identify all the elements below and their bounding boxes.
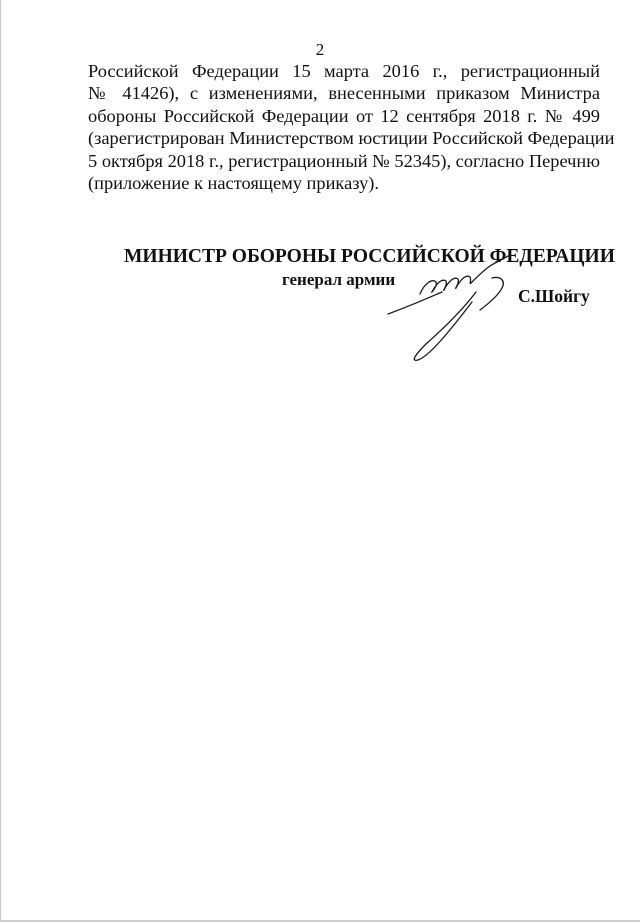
page-number: 2 [315, 40, 325, 59]
body-line: 5 октября 2018 г., регистрационный № 52345), согласно Перечню [88, 150, 600, 171]
body-paragraph [88, 60, 615, 194]
signature-title: МИНИСТР ОБОРОНЫ РОССИЙСКОЙ ФЕДЕРАЦИИ [124, 246, 615, 267]
handwritten-signature [380, 248, 530, 368]
signature-name: С.Шойгу [518, 286, 590, 306]
body-line: № 41426), с изменениями, внесенными приказом Министра [88, 83, 600, 104]
body-line: (приложение к настоящему приказу). [88, 173, 380, 194]
signature-rank: генерал армии [282, 270, 396, 289]
body-line: (зарегистрирован Министерством юстиции Российской Федерации [88, 128, 615, 149]
body-line: Российской Федерации 15 марта 2016 г., регистрационный [88, 61, 600, 81]
body-line: обороны Российской Федерации от 12 сентября 2018 г. № 499 [88, 105, 600, 126]
